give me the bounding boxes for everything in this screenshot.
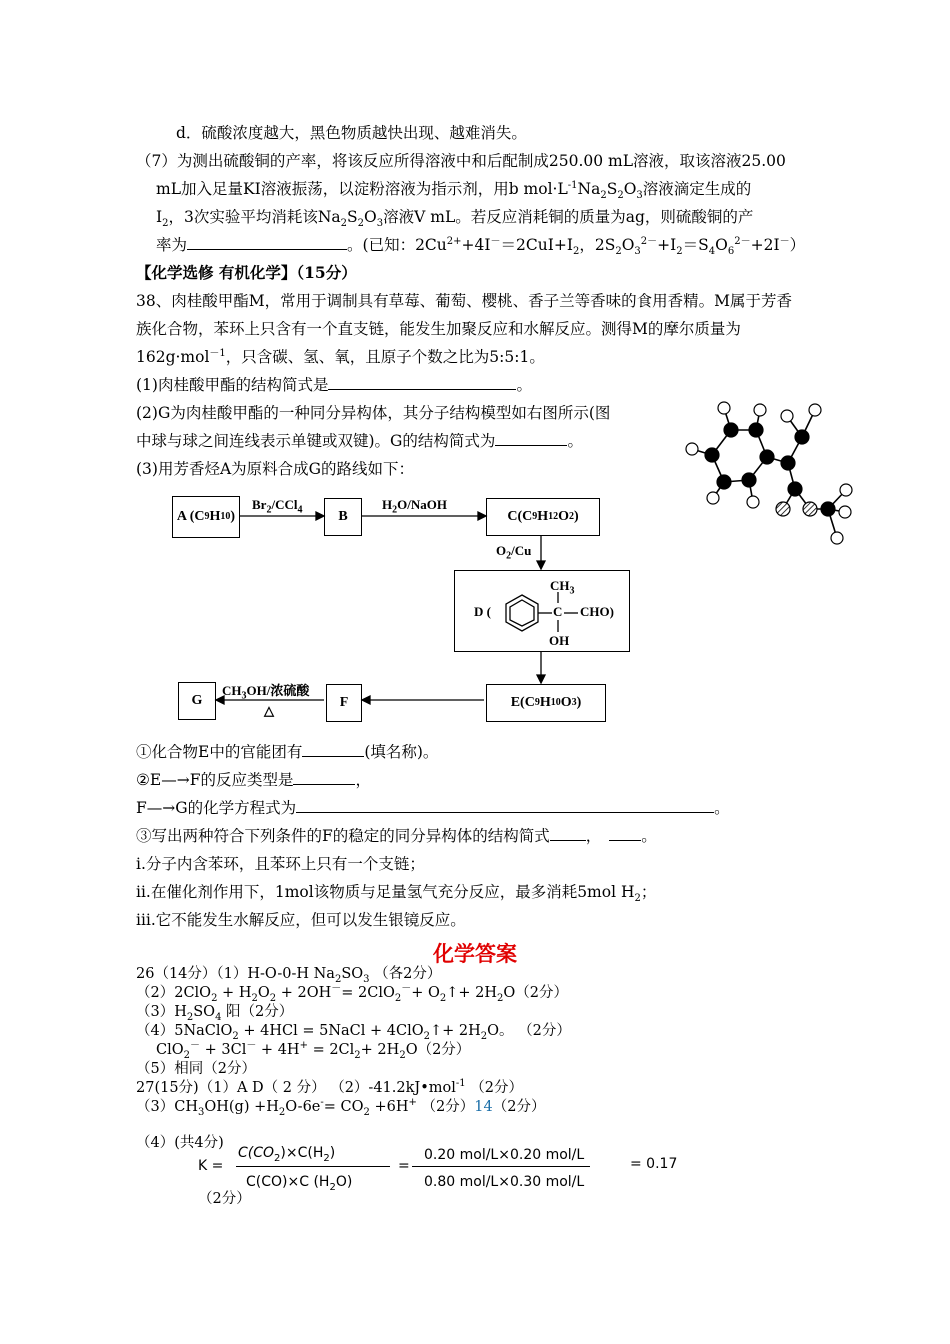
value-denominator: 0.80 mol/L×0.30 mol/L (424, 1174, 585, 1190)
value-numerator: 0.20 mol/L×0.20 mol/L (424, 1147, 585, 1163)
q7-line-2: mL加入足量KI溶液振荡，以淀粉溶液为指示剂，用b $mol\cdot L^{-1}Na_2S_2O_3$溶液滴定生成的 (156, 179, 752, 202)
compound-c-box: C(C 9 H 12 O 2 ) (486, 498, 600, 536)
d-cho: CHO) (580, 604, 614, 619)
answer-26-4b: $ClO_2^- + 3Cl^- + 4H^+ = 2Cl_2+ 2H_2O(2$分） (156, 1040, 471, 1061)
answer-27-4b: （2分） (198, 1191, 251, 1207)
reagent-naoh: $H_2O$/NaOH (382, 497, 447, 516)
compound-d-label: D ( (474, 604, 491, 619)
sub-question-2b: F—→G的化学方程式为 。 (136, 799, 730, 817)
answer-27-3: $(3)CH_3OH(g) +H_2O-6e^-= CO_2 +6H^+$ （2分）14（2分） (136, 1097, 546, 1118)
q7-line-4: 率为 。(已知：$2Cu^{2+}+4I^-=2CuI+I_2$，$2S_2O_3^{2-}+I_2=S_4O_6^{2-}+2I^-$） (156, 235, 806, 258)
reagent-methanol: $CH_3OH/$浓硫酸 (222, 683, 310, 702)
k-label: K = (198, 1158, 224, 1174)
heat-symbol: △ (264, 703, 274, 718)
isomer-blank-2[interactable] (609, 840, 641, 841)
q7-line-3: $I_2$，3次实验平均消耗该$Na_2S_2O_3$溶液V mL。若反应消耗铜的质量为ag，则硫酸铜的产 (156, 208, 754, 230)
condition-3: ⅲ.它不能发生水解反应，但可以发生银镜反应。 (136, 911, 466, 929)
k-denominator: C(CO)×C $(H_2O)$ (246, 1174, 353, 1193)
reagent-o2cu: $O_2/Cu$ (496, 543, 532, 562)
d-carbon: C (553, 604, 563, 619)
d-ch3: $CH_3$ (550, 578, 575, 597)
k-result: = 0.17 (630, 1156, 678, 1172)
sub-question-1: ①化合物E中的官能团有 (填名称)。 (136, 743, 439, 761)
q38-part-1: (1)肉桂酸甲酯的结构简式是 。 (136, 376, 532, 394)
q38-line-3: 162g·mol$^{-1}$，只含碳、氢、氧，且原子个数之比为5:5:1。 (136, 347, 545, 366)
condition-1: ⅰ.分子内含苯环，且苯环上只有一个支链； (136, 855, 425, 873)
section-title: 【化学选修 有机化学】（15分） (136, 263, 357, 282)
value-fraction-bar (412, 1166, 590, 1167)
answer-26-3: $(3)H_2SO_4$ 阳（2分） (136, 1004, 294, 1023)
q38-part-3: (3)用芳香烃A为原料合成G的路线如下： (136, 460, 415, 478)
compound-f-box: F (326, 684, 362, 722)
sub-question-3: ③写出两种符合下列条件的F的稳定的同分异构体的结构简式 ， 。 (136, 827, 657, 845)
reaction-type-blank[interactable] (293, 784, 355, 785)
compound-e-box: E(C 9 H 10 O 3 ) (486, 684, 606, 722)
q6-option-d: d．硫酸浓度越大，黑色物质越快出现、越难消失。 (176, 124, 527, 142)
q38-line-2: 族化合物，苯环上只含有一个直支链，能发生加聚反应和水解反应。测得M的摩尔质量为 (136, 320, 741, 338)
q7-line-1: （7）为测出硫酸铜的产率，将该反应所得溶液中和后配制成250.00 mL溶液，取该溶液25.00 (136, 152, 786, 170)
q38-line-1: 38、肉桂酸甲酯M，常用于调制具有草莓、葡萄、樱桃、香子兰等香味的食用香精。M属于芳香 (136, 292, 792, 310)
k-equals: = (398, 1158, 410, 1174)
q38-part-2b: 中球与球之间连线表示单键或双键)。G的结构简式为 。 (136, 432, 583, 450)
answers-title: 化学答案 (433, 942, 517, 966)
compound-a-box: A (C 9 H 10 ) (172, 496, 240, 538)
compound-b-box: B (324, 498, 362, 536)
answer-27-4: （4）(共4分) (136, 1135, 224, 1151)
answer-26-5: （5）相同（2分） (136, 1061, 256, 1077)
reagent-br2: $Br_2/CCl_4$ (252, 497, 303, 516)
sub-question-2: ②E—→F的反应类型是 ， (136, 771, 371, 789)
answer-27-1: 27(15分)（1）A D（ 2 分） （2）-41.2kJ•mol$^{-1}$ （2分） (136, 1078, 523, 1096)
answer-26-4: （4）5NaClO$_2$ + 4HCl = 5NaCl + 4ClO$_2$↑+ $2H_2O$。 （2分） (136, 1023, 571, 1042)
compound-g-box: G (178, 682, 216, 720)
answer-26-2: $(2)2ClO_2 + H_2O_2 + 2OH^-= 2ClO_2^-+$ $O_2↑+ 2H_2O(2$分） (136, 983, 569, 1004)
equation-blank[interactable] (296, 812, 714, 813)
q38-part-2a: (2)G为肉桂酸甲酯的一种同分异构体，其分子结构模型如右图所示(图 (136, 404, 611, 422)
d-oh: OH (549, 633, 570, 648)
isomer-blank-1[interactable] (550, 840, 586, 841)
functional-group-blank[interactable] (302, 756, 364, 757)
k-numerator: $C(CO_2)\times C(H_2)$ (238, 1145, 336, 1164)
answer-26-1: 26（14分）（1）H-O-0-H $Na_2SO_3$ （各2分） (136, 966, 442, 985)
condition-2: ⅱ.在催化剂作用下，1mol该物质与足量氢气充分反应，最多消耗5mol $H_2$； (136, 883, 657, 905)
k-fraction-bar (236, 1166, 390, 1167)
